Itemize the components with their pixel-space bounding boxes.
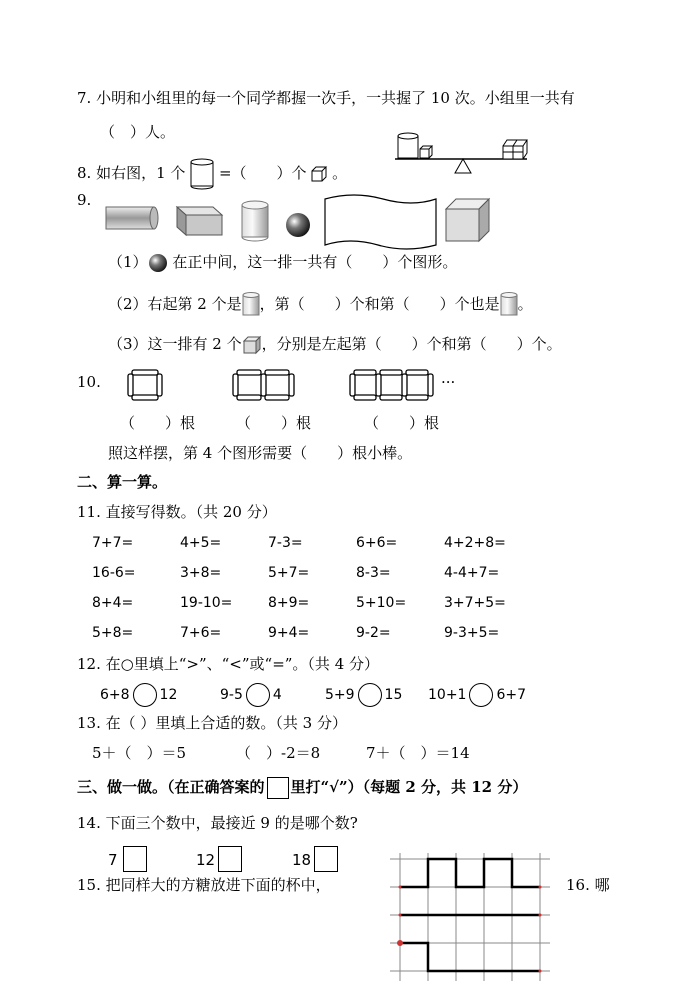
q10-question: 照这样摆，第 4 个图形需要（ ）根小棒。 — [108, 444, 413, 462]
q12-right: 4 — [272, 687, 282, 703]
q11-r3c3: 9-2= — [356, 625, 391, 641]
compare-circle[interactable] — [133, 683, 157, 707]
q10-label-3: （ ）根 — [364, 414, 440, 432]
cylinder-icon — [500, 292, 518, 318]
q11-r1c1: 3+8= — [180, 565, 222, 581]
section-3-suffix: 里打“√”）（每题 2 分，共 12 分） — [290, 778, 528, 796]
q14-option-2-box[interactable] — [218, 846, 242, 872]
compare-circle[interactable] — [358, 683, 382, 707]
small-cube-icon — [311, 166, 327, 182]
q9-part3-text: ，分别是左起第（ ）个和第（ ）个。 — [261, 335, 562, 353]
cylinder-icon — [190, 158, 214, 190]
q9-part3-prefix: （3）这一排有 2 个 — [108, 335, 242, 353]
cup-grid-figure — [390, 853, 550, 981]
q11-r3c2: 9+4= — [268, 625, 310, 641]
q11-r2c4: 3+7+5= — [444, 595, 506, 611]
q14-title: 14. 下面三个数中，最接近 9 的是哪个数? — [77, 814, 358, 832]
q10-number: 10. — [77, 373, 101, 391]
compare-circle[interactable] — [246, 683, 270, 707]
balance-cubes-right — [503, 140, 527, 159]
wavy-rectangle — [325, 195, 436, 249]
q12-left: 9-5 — [220, 687, 243, 703]
q9-part2-text: ，第（ ）个和第（ ）个也是 — [259, 295, 500, 313]
matchstick-figures — [125, 368, 445, 404]
q9-part1-prefix: （1） — [108, 253, 148, 271]
cup-top-outline — [400, 859, 540, 887]
q11-r0c3: 6+6= — [356, 535, 398, 551]
vertical-cylinder — [242, 201, 268, 241]
grid-lines — [390, 853, 550, 981]
q8-eq: =（ ）个 — [218, 164, 307, 182]
q12-left: 5+9 — [325, 687, 355, 703]
q12-item-2 — [220, 683, 282, 707]
q14-option-3-label: 18 — [292, 851, 312, 869]
cube-icon — [242, 335, 262, 355]
compare-circle[interactable] — [469, 683, 493, 707]
section-3-prefix: 三、做一做。（在正确答案的 — [77, 778, 265, 796]
cylinder-icon — [242, 292, 260, 318]
q13-title: 13. 在（ ）里填上合适的数。（共 3 分） — [77, 714, 347, 732]
q12-left: 10+1 — [428, 687, 467, 703]
q13-item-1: 5＋（ ）＝5 — [92, 744, 187, 762]
q11-r0c2: 7-3= — [268, 535, 303, 551]
q11-r1c0: 16-6= — [92, 565, 136, 581]
stick-figure-1 — [128, 370, 162, 400]
q11-r1c2: 5+7= — [268, 565, 310, 581]
section-3-heading — [77, 777, 527, 799]
q12-left: 6+8 — [100, 687, 130, 703]
q10-label-1: （ ）根 — [120, 414, 196, 432]
cup-bottom-outline — [400, 943, 540, 971]
q13-item-3: 7＋（ ）＝14 — [366, 744, 470, 762]
balance-fulcrum — [455, 159, 471, 173]
horizontal-cylinder — [106, 207, 158, 229]
q12-item-1 — [100, 683, 177, 707]
q9-part1 — [108, 252, 457, 273]
grid-dots — [397, 886, 542, 973]
q11-r1c4: 4-4+7= — [444, 565, 500, 581]
q12-item-3 — [325, 683, 402, 707]
shapes-row — [100, 193, 495, 251]
q8-suffix: 。 — [332, 164, 348, 182]
q14-option-1-label: 7 — [108, 851, 118, 869]
cuboid — [177, 207, 222, 235]
stick-figure-2 — [233, 370, 294, 400]
q11-r0c1: 4+5= — [180, 535, 222, 551]
q15-text: 15. 把同样大的方糖放进下面的杯中， — [77, 876, 331, 894]
q7-line1: 7. 小明和小组里的每一个同学都握一次手，一共握了 10 次。小组里一共有 — [77, 89, 575, 107]
q9-part2-end: 。 — [517, 295, 533, 313]
q9-part2-prefix: （2）右起第 2 个是 — [108, 295, 242, 313]
balance-cube-left — [420, 146, 432, 158]
q12-title: 12. 在○里填上“>”、“<”或“=”。（共 4 分） — [77, 655, 380, 673]
q14-option-1-box[interactable] — [123, 846, 147, 872]
q11-r1c3: 8-3= — [356, 565, 391, 581]
q11-r2c2: 8+9= — [268, 595, 310, 611]
q8-text — [77, 158, 347, 190]
q12-right: 15 — [384, 687, 403, 703]
q11-r3c0: 5+8= — [92, 625, 134, 641]
cube — [446, 199, 489, 241]
q11-title: 11. 直接写得数。（共 20 分） — [77, 503, 277, 521]
q16-text: 16. 哪 — [566, 876, 610, 894]
section-2-heading: 二、算一算。 — [77, 473, 168, 491]
q9-part1-text: 在正中间，这一排一共有（ ）个图形。 — [172, 253, 458, 271]
q11-r2c1: 19-10= — [180, 595, 233, 611]
sphere-icon — [148, 253, 168, 273]
q9-part3 — [108, 334, 562, 355]
q9-number: 9. — [77, 191, 92, 209]
balance-cylinder — [398, 133, 418, 158]
q14-option-2-label: 12 — [196, 851, 216, 869]
q11-r2c3: 5+10= — [356, 595, 407, 611]
q12-item-4 — [428, 683, 526, 707]
answer-box-sample — [267, 777, 289, 799]
balance-scale-figure — [395, 128, 530, 176]
q10-label-2: （ ）根 — [236, 414, 312, 432]
q11-r0c0: 7+7= — [92, 535, 134, 551]
q10-ellipsis: ··· — [441, 373, 456, 391]
q11-r3c1: 7+6= — [180, 625, 222, 641]
sphere — [286, 213, 310, 237]
q12-right: 6+7 — [496, 687, 526, 703]
q12-right: 12 — [159, 687, 178, 703]
stick-figure-3 — [350, 370, 433, 400]
q11-r3c4: 9-3+5= — [444, 625, 500, 641]
q8-prefix: 8. 如右图，1 个 — [77, 164, 186, 182]
q9-part2 — [108, 292, 533, 318]
q7-line2: （ ）人。 — [100, 123, 176, 141]
q11-r2c0: 8+4= — [92, 595, 134, 611]
q11-r0c4: 4+2+8= — [444, 535, 506, 551]
q13-item-2: （ ）-2＝8 — [236, 744, 321, 762]
q14-option-3-box[interactable] — [314, 846, 338, 872]
